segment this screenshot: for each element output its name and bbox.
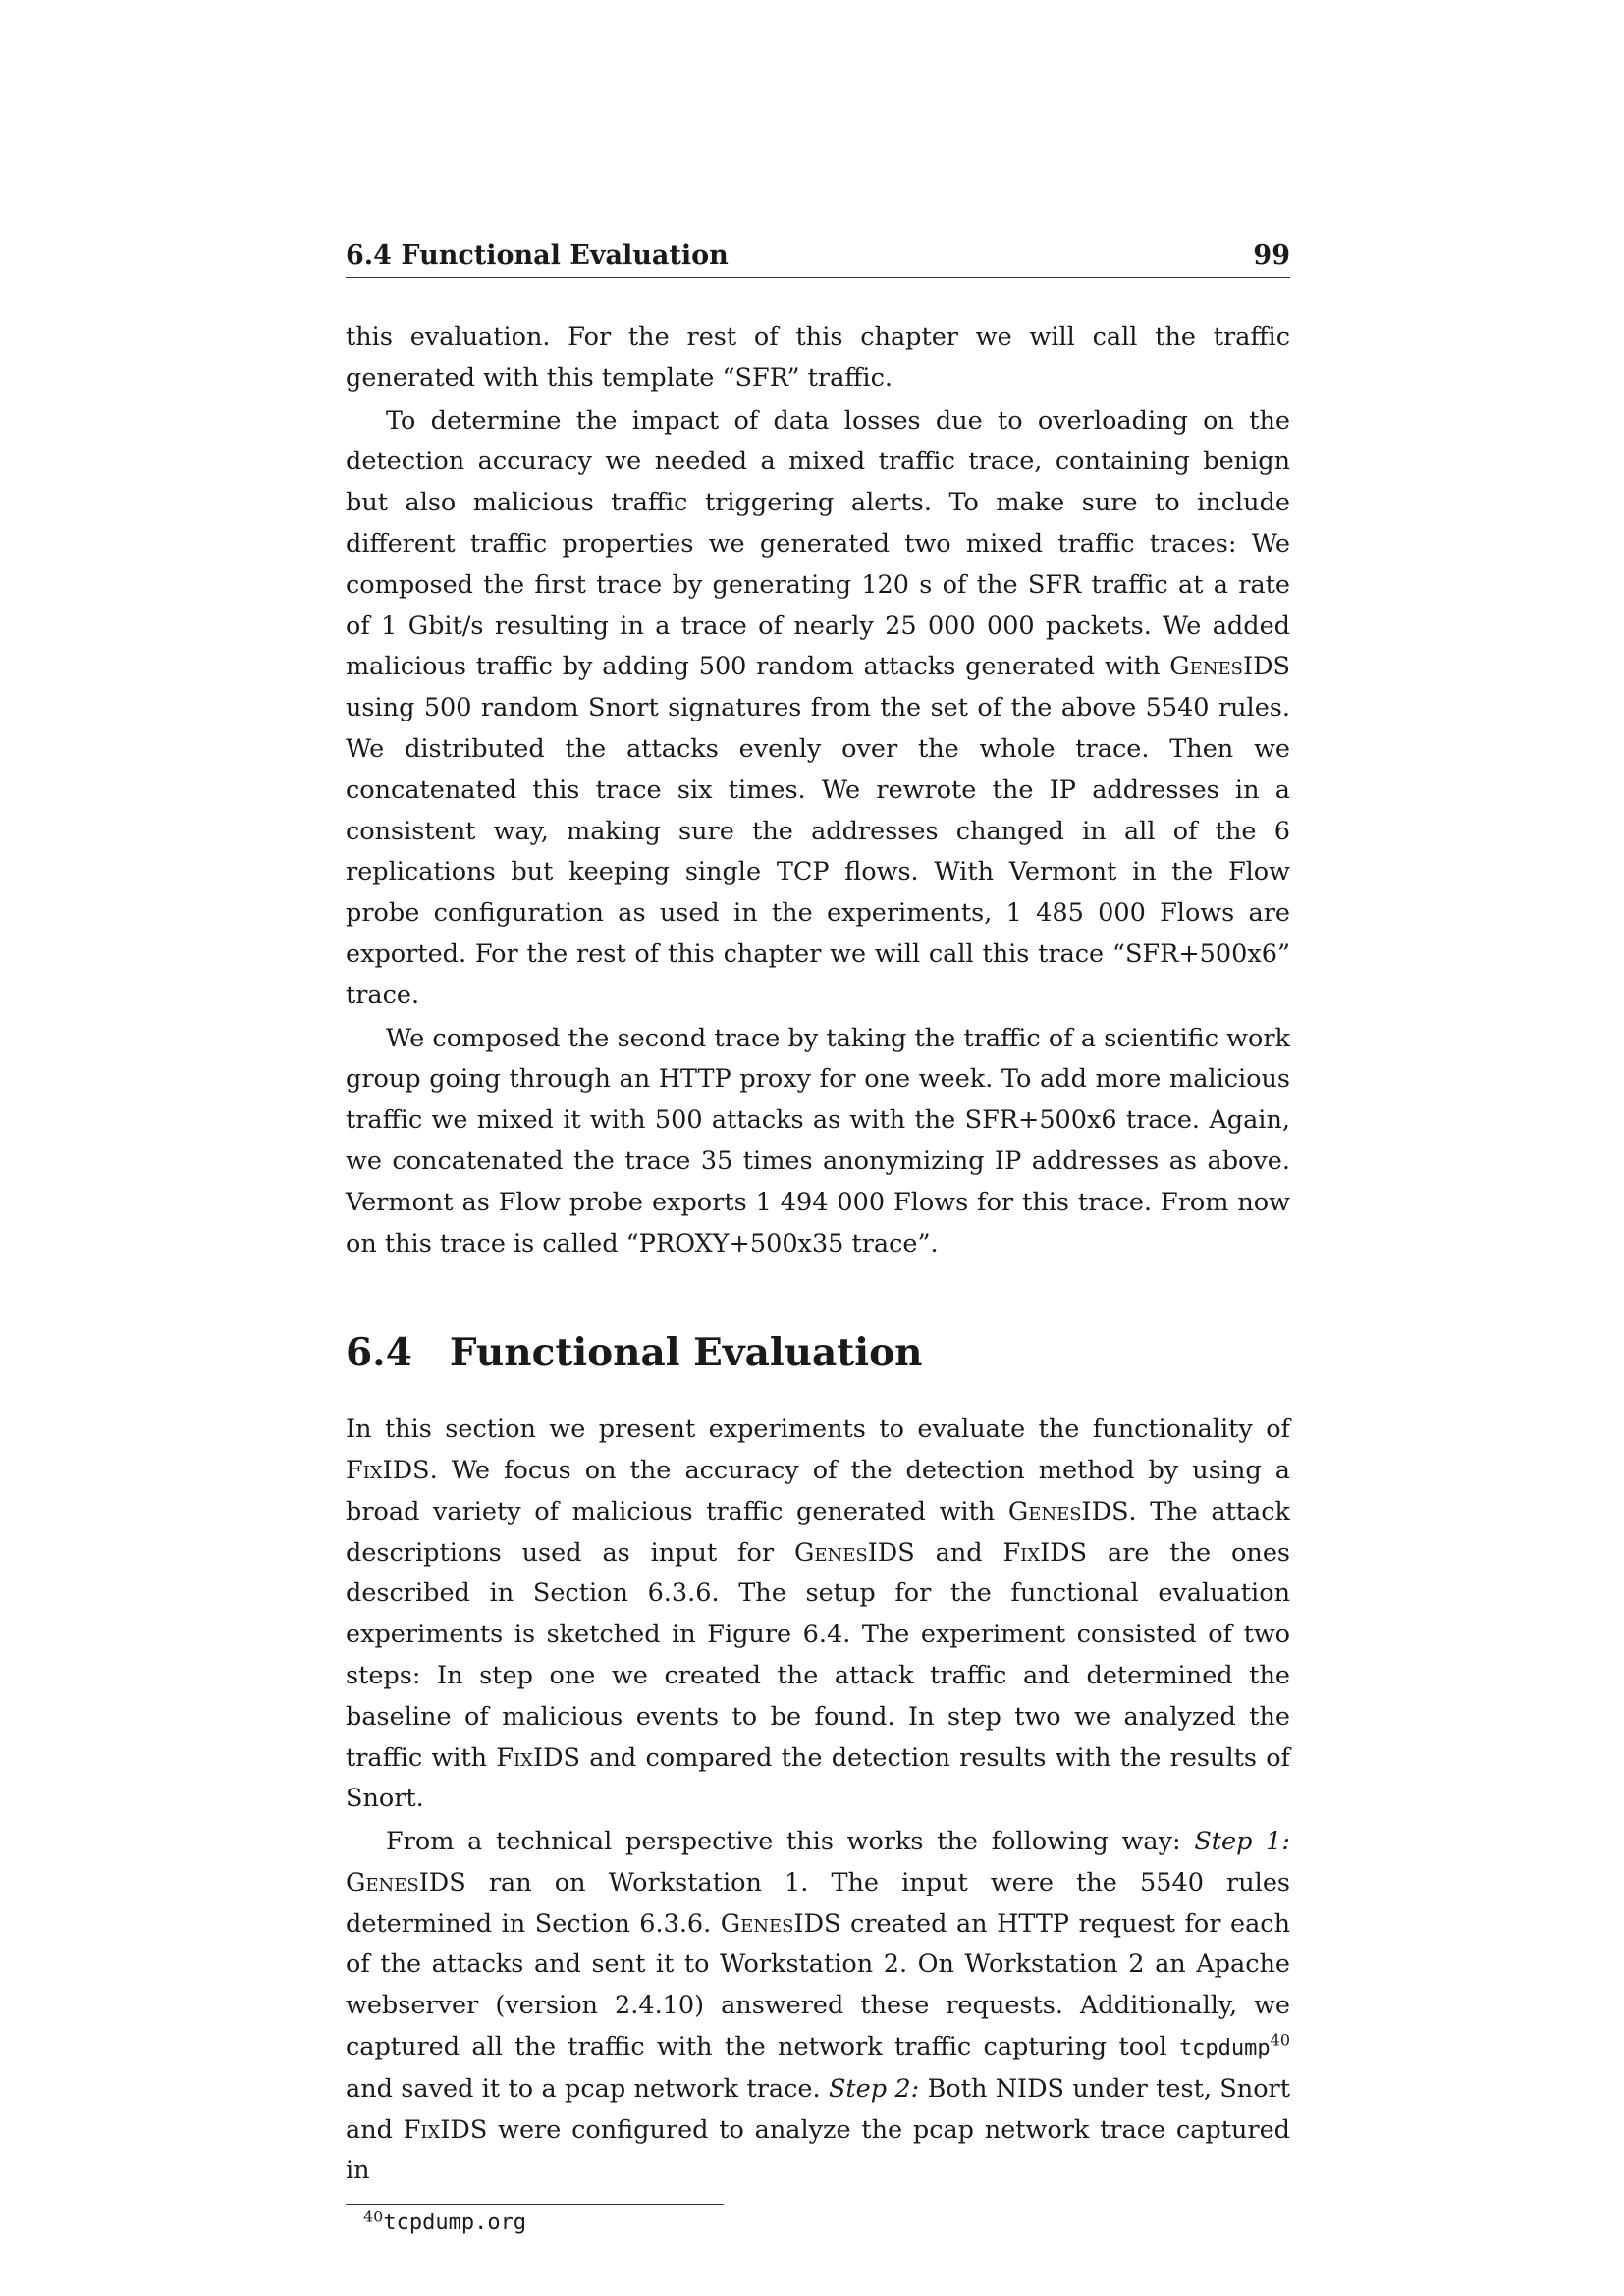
paragraph-2-text-b: using 500 random Snort signatures from the set of the above 5540 rules. We distributed the attacks evenly over the whole trace. Then we concatenated this trace six times. We rewrote the IP addresses in a consistent way, making sure the addresses changed in all of the 6 replications but keeping single TCP flows. With Vermont in the Flow probe configuration as used in the experiments, 1 485 000 Flows are exported. For the rest of this chapter we will call this trace “SFR+500x6” trace. [346, 693, 1290, 1010]
paragraph-2-text-a: To determine the impact of data losses due to overloading on the detection accuracy we needed a mixed traffic trace, containing benign but also malicious traffic triggering alerts. To make sure to include different traffic properties we generated two mixed traffic traces: We composed the first trace by generating 120 s of the SFR traffic at a rate of 1 Gbit/s resulting in a trace of nearly 25 000 000 packets. We added malicious traffic by adding 500 random attacks generated with [346, 405, 1290, 682]
genesids-name: GenesIDS [794, 1537, 915, 1568]
paragraph-4-text: . We focus on the accuracy of the detection method by using a broad variety of malicious traffic generated with [346, 1455, 1290, 1526]
footnote-divider [346, 2204, 724, 2205]
genesids-name: GenesIDS [1007, 1496, 1129, 1526]
step-1-label: Step 1: [1194, 1827, 1290, 1857]
footnote-marker: 40 [1270, 2030, 1290, 2050]
footnote-number: 40 [363, 2207, 384, 2226]
paragraph-4-text: are the ones described in Section 6.3.6. The setup for the functional evaluation experiments is sketched in Figure 6.4. The experiment consisted of two steps: In step one we created the attack traffic and determined the baseline of malicious events to be found. In step two we analyzed the traffic with [346, 1537, 1290, 1773]
genesids-name: GenesIDS [1169, 652, 1290, 682]
tcpdump-tool-name: tcpdump [1178, 2036, 1271, 2061]
paragraph-5-text: were configured to analyze the pcap network trace captured in [346, 2114, 1290, 2186]
section-title: Functional Evaluation [449, 1330, 923, 1376]
step-2-label: Step 2: [828, 2073, 920, 2104]
section-heading [346, 1330, 1290, 1376]
header-section-title: 6.4 Functional Evaluation [346, 240, 729, 271]
fixids-name: FixIDS [403, 2114, 488, 2145]
paragraph-5-text: created an HTTP request for each of the attacks and sent it to Workstation 2. On Workstation 2 an Apache webserver (version 2.4.10) answered these requests. Additionally, we captured all the traffic with the network traffic capturing tool [346, 1908, 1290, 2062]
paragraph-3: We composed the second trace by taking the traffic of a scientific work group going through an HTTP proxy for one week. To add more malicious traffic we mixed it with 500 attacks as with the SFR+500x6 trace. Again, we concatenated the trace 35 times anonymizing IP addresses as above. Vermont as Flow probe exports 1 494 000 Flows for this trace. From now on this trace is called “PROXY+500x35 trace”. [346, 1023, 1290, 1258]
paragraph-4-text: . The attack descriptions used as input for [346, 1496, 1290, 1568]
paragraph-5-text: ran on Workstation 1. The input were the 5540 rules determined in Section 6.3.6. [346, 1867, 1290, 1939]
footnote [363, 2207, 1290, 2236]
paragraph-5-text: Both NIDS under test, Snort and [346, 2073, 1290, 2145]
paragraph-2 [346, 401, 1290, 1017]
running-header [346, 240, 1290, 278]
paragraph-4 [346, 1410, 1290, 1820]
footnote-link[interactable]: tcpdump.org [383, 2211, 527, 2236]
fixids-name: FixIDS [1002, 1537, 1088, 1568]
paragraph-5 [346, 1822, 1290, 2192]
paragraph-5-text: and saved it to a pcap network trace. [346, 2073, 829, 2104]
paragraph-5-text: From a technical perspective this works the following way: [386, 1827, 1195, 1857]
genesids-name: GenesIDS [346, 1867, 466, 1897]
body-text [346, 317, 1290, 2192]
fixids-name: FixIDS [346, 1455, 430, 1485]
section-number: 6.4 [346, 1330, 412, 1376]
paragraph-4-text: and compared the detection results with the results of Snort. [346, 1742, 1290, 1814]
paragraph-1: this evaluation. For the rest of this chapter we will call the traffic generated with this template “SFR” traffic. [346, 322, 1290, 393]
fixids-name: FixIDS [496, 1742, 580, 1773]
genesids-name: GenesIDS [720, 1908, 841, 1939]
page [346, 240, 1290, 2235]
page-number: 99 [1253, 240, 1290, 271]
paragraph-4-text: and [914, 1537, 1003, 1568]
paragraph-4-text: In this section we present experiments to evaluate the functionality of [346, 1415, 1290, 1445]
